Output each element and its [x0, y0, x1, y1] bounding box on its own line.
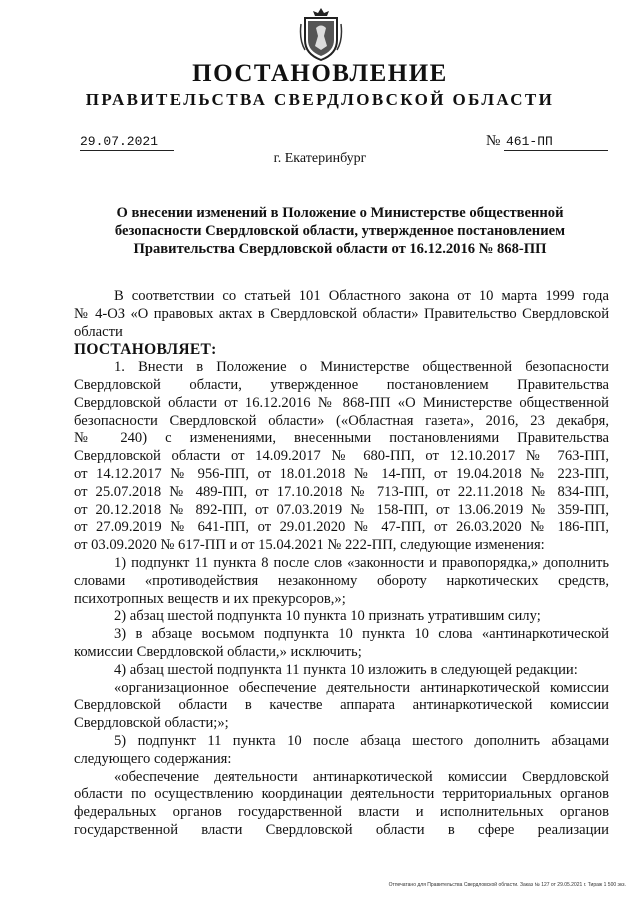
body-line: комиссии Свердловской области,» исключить; [74, 643, 362, 660]
body-line: 1. Внести в Положение о Министерстве общественной безопасности [114, 359, 609, 376]
body-line: от 27.09.2019 № 641-ПП, от 29.01.2020 № 47-ПП, от 26.03.2020 № 186-ПП, [74, 519, 609, 536]
print-note: Отпечатано для Правительства Свердловской области. Заказ № 127 от 29.05.2021 г. Тираж 1 500 экз. [388, 882, 626, 888]
body-line: федеральных органов государственной власти и исполнительных органов [74, 804, 609, 821]
body-line: Свердловской области, утвержденное постановлением Правительства [74, 376, 609, 393]
body-line: «обеспечение деятельности антинаркотической комиссии Свердловской [114, 768, 609, 785]
document-subtitle: ПРАВИТЕЛЬСТВА СВЕРДЛОВСКОЙ ОБЛАСТИ [85, 90, 555, 109]
body-line: 1) подпункт 11 пункта 8 после слов «законности и правопорядка,» дополнить [114, 554, 609, 571]
document-city: г. Екатеринбург [273, 151, 367, 166]
body-line: 4) абзац шестой подпункта 11 пункта 10 изложить в следующей редакции: [114, 661, 578, 678]
document-date: 29.07.2021 [80, 134, 174, 151]
body-line: от 03.09.2020 № 617-ПП и от 15.04.2021 № 222-ПП, следующие изменения: [74, 537, 545, 554]
body-line: от 20.12.2018 № 892-ПП, от 07.03.2019 № 158-ПП, от 13.06.2019 № 359-ПП, [74, 501, 609, 518]
coat-of-arms-icon [299, 6, 343, 62]
body-line: области по осуществлению координации деятельности территориальных органов [74, 786, 609, 803]
body-line: «организационное обеспечение деятельности антинаркотической комиссии [114, 679, 609, 696]
body-line: № 240) с изменениями, внесенными постановлениями Правительства [74, 430, 609, 447]
body-line: Свердловской области от 14.09.2017 № 680-ПП, от 12.10.2017 № 763-ПП, [74, 448, 609, 465]
body-line: области [74, 323, 123, 340]
body-line: безопасности Свердловской области» («Областная газета», 2016, 23 декабря, [74, 412, 609, 429]
body-line: следующего содержания: [74, 750, 232, 767]
body-line: словами «противодействия незаконному обороту наркотических средств, [74, 572, 609, 589]
body-line: Свердловской области;»; [74, 715, 229, 732]
body-line: Свердловской области от 16.12.2016 № 868-ПП «О Министерстве общественной [74, 394, 609, 411]
heading-line: безопасности Свердловской области, утвержденное постановлением [114, 223, 566, 239]
document-body [74, 288, 609, 840]
body-line: 2) абзац шестой подпункта 10 пункта 10 признать утратившим силу; [114, 608, 541, 625]
document-number: 461-ПП [504, 134, 608, 151]
body-line: 3) в абзаце восьмом подпункта 10 пункта 10 слова «антинаркотической [114, 626, 609, 643]
heading-line: О внесении изменений в Положение о Министерстве общественной [116, 205, 564, 221]
body-line: В соответствии со статьей 101 Областного закона от 10 марта 1999 года [114, 288, 609, 304]
body-line: 5) подпункт 11 пункта 10 после абзаца шестого дополнить абзацами [114, 732, 609, 749]
body-line: от 25.07.2018 № 489-ПП, от 17.10.2018 № 713-ПП, от 22.11.2018 № 834-ПП, [74, 483, 609, 500]
body-line: от 14.12.2017 № 956-ПП, от 18.01.2018 № 14-ПП, от 19.04.2018 № 223-ПП, [74, 465, 609, 482]
document-title: ПОСТАНОВЛЕНИЕ [192, 60, 448, 87]
number-sign: № [486, 133, 501, 149]
resolution-keyword: ПОСТАНОВЛЯЕТ: [74, 341, 217, 359]
document-heading [100, 204, 580, 258]
body-line: психотропных веществ и их прекурсоров,»; [74, 590, 346, 607]
heading-line: Правительства Свердловской области от 16.12.2016 № 868-ПП [133, 241, 547, 257]
body-line: государственной власти Свердловской области в сфере реализации [74, 821, 609, 838]
body-line: № 4-ОЗ «О правовых актах в Свердловской области» Правительство Свердловской [74, 305, 609, 322]
body-line: Свердловской области в качестве аппарата антинаркотической комиссии [74, 697, 609, 714]
